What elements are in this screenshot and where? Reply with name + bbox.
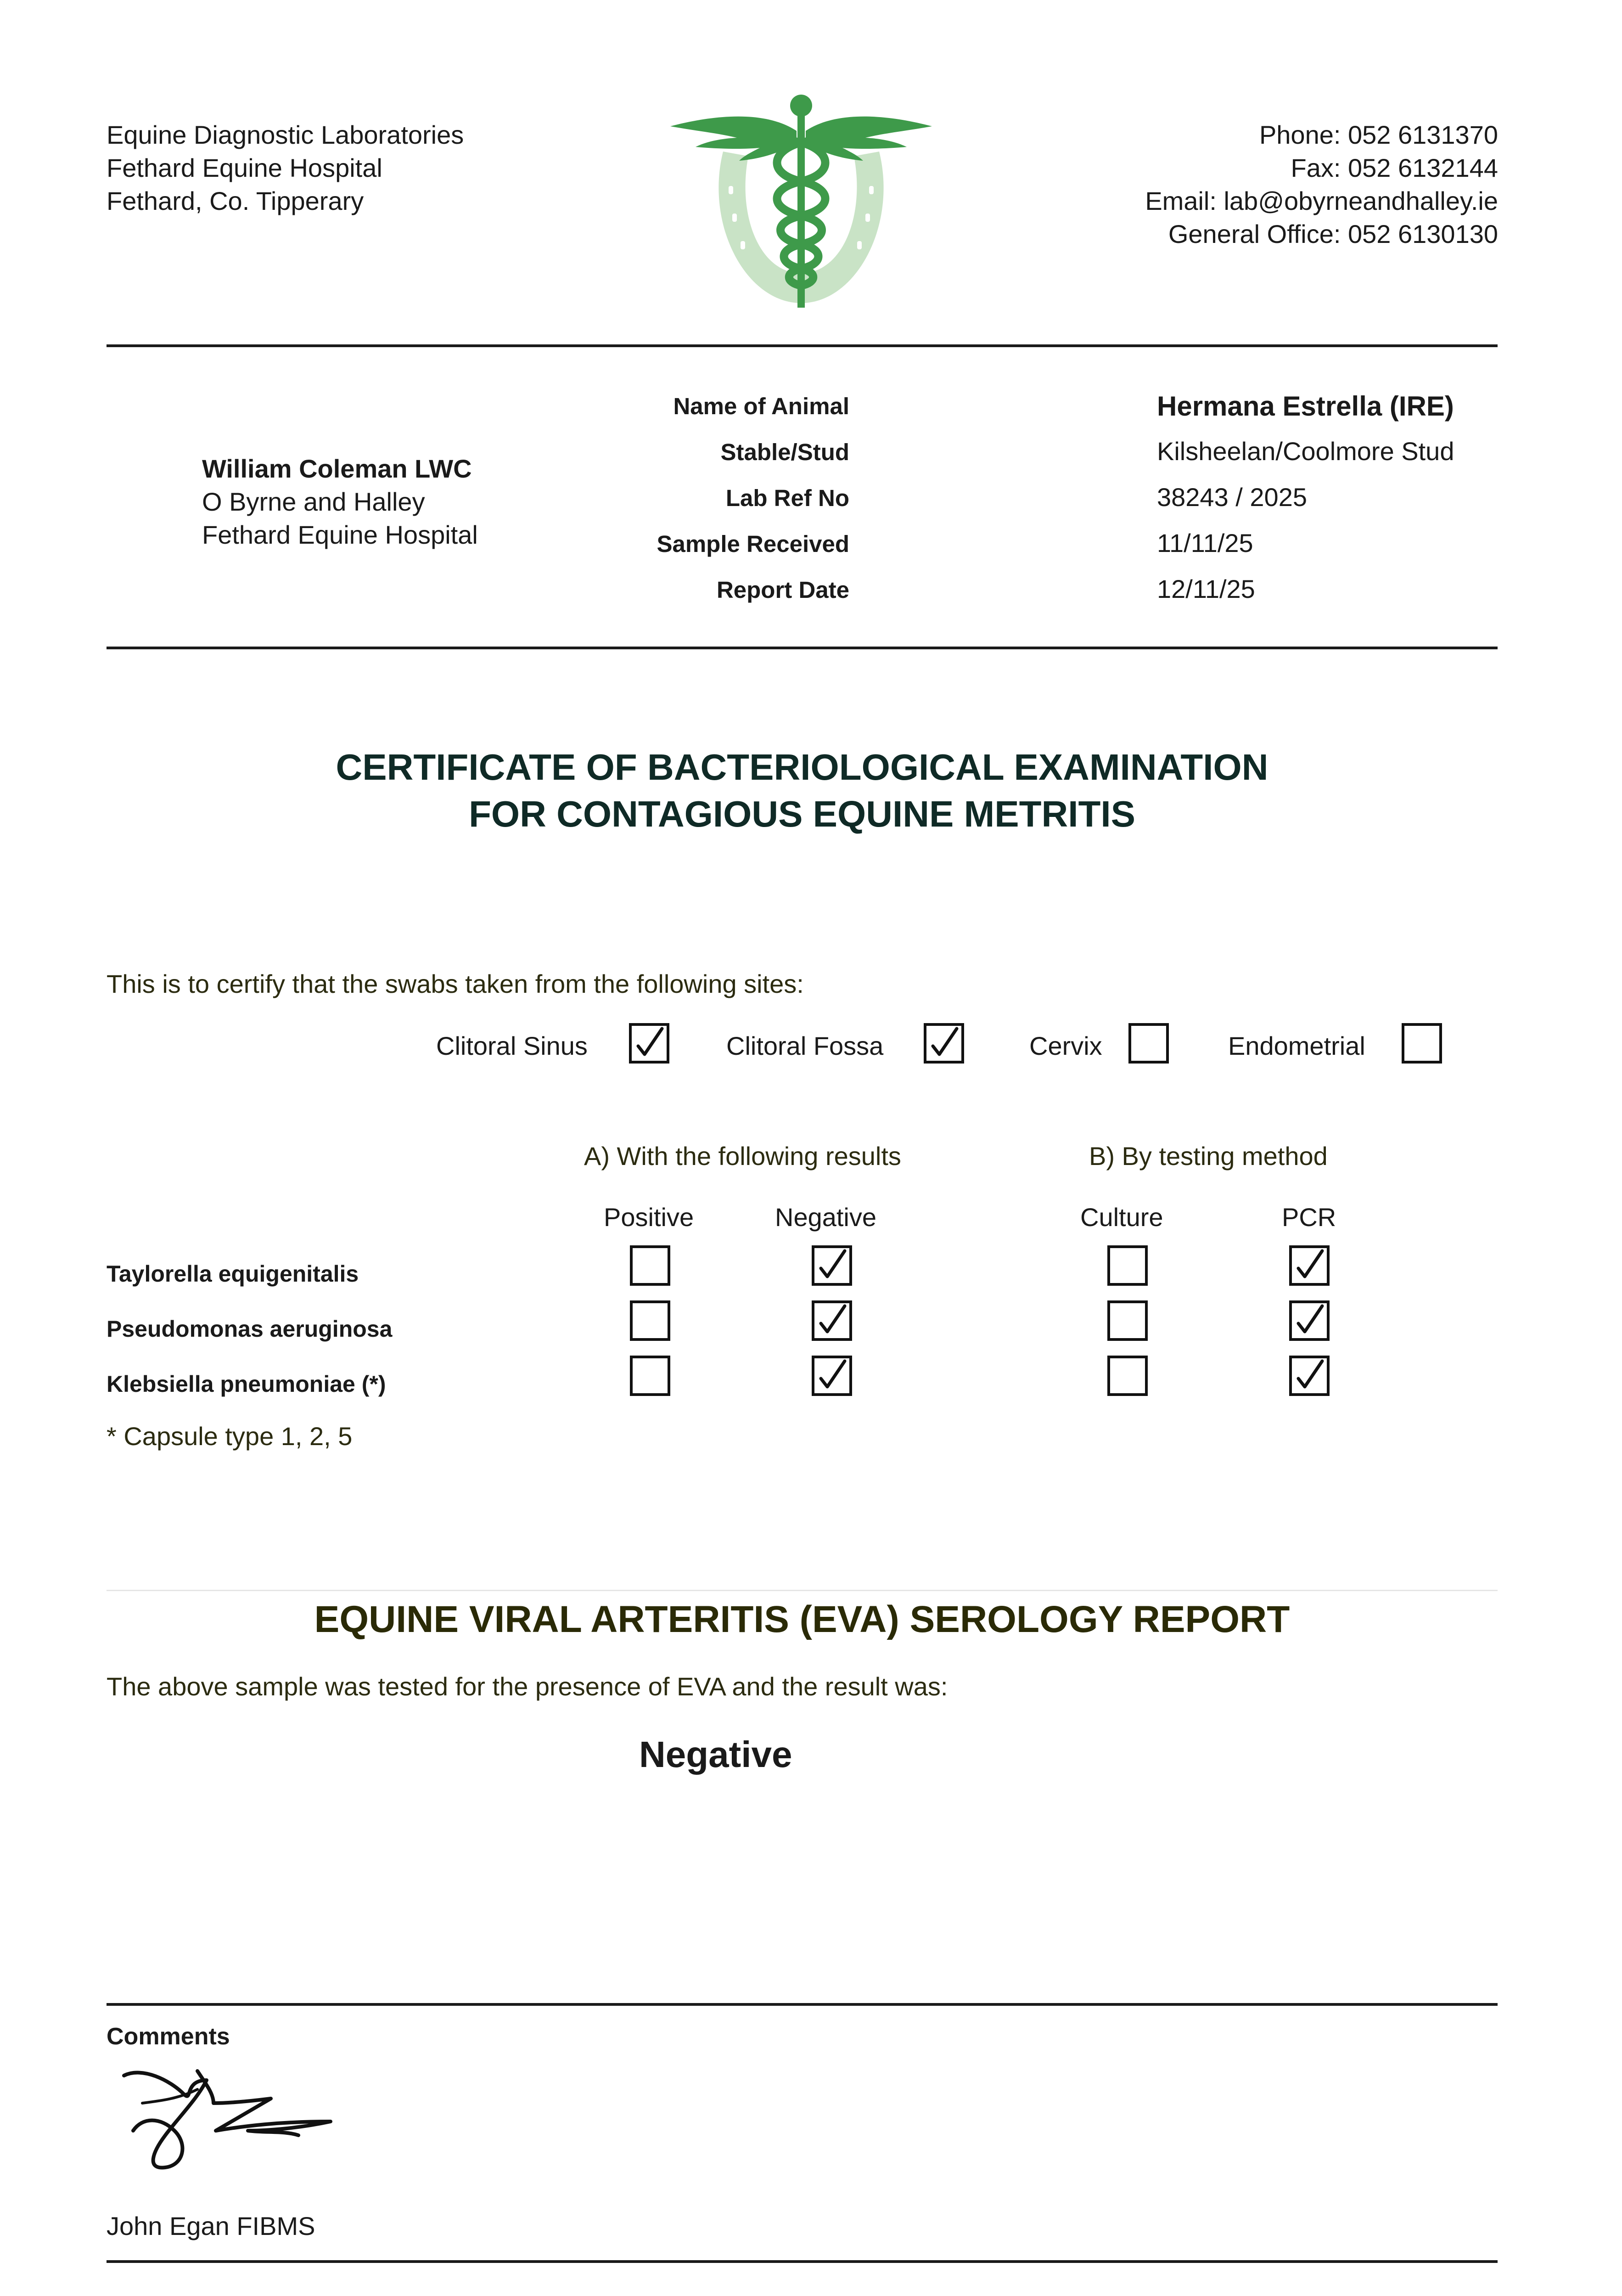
certificate-title: CERTIFICATE OF BACTERIOLOGICAL EXAMINATION	[336, 747, 1268, 788]
recipient-address	[202, 452, 478, 551]
checkbox-taylorella-negative[interactable]	[812, 1245, 852, 1286]
lab-address-line: Fethard Equine Hospital	[107, 153, 382, 182]
capsule-footnote: * Capsule type 1, 2, 5	[107, 1422, 353, 1451]
checkmark-icon	[634, 1026, 667, 1064]
signer-name: John Egan FIBMS	[107, 2212, 315, 2240]
checkbox-klebsiella-culture[interactable]	[1107, 1356, 1148, 1396]
contact-info	[1145, 118, 1498, 251]
recipient-line: O Byrne and Halley	[202, 487, 425, 516]
animal-name-value: Hermana Estrella (IRE)	[1157, 391, 1454, 422]
checkbox-pseudomonas-positive[interactable]	[630, 1300, 670, 1341]
divider	[107, 344, 1498, 347]
checkbox-taylorella-positive[interactable]	[630, 1245, 670, 1286]
divider	[107, 2003, 1498, 2006]
column-culture: Culture	[1080, 1203, 1163, 1232]
lab-address-line: Equine Diagnostic Laboratories	[107, 120, 464, 149]
animal-info-value: 11/11/25	[1157, 529, 1253, 557]
caduceus-horseshoe-logo	[668, 87, 934, 317]
checkmark-icon	[929, 1026, 961, 1064]
results-section-b: B) By testing method	[1089, 1142, 1328, 1171]
divider	[107, 1590, 1498, 1591]
checkbox-klebsiella-positive[interactable]	[630, 1356, 670, 1396]
checkmark-icon	[817, 1303, 849, 1341]
column-negative: Negative	[775, 1203, 877, 1232]
certify-statement: This is to certify that the swabs taken from the following sites:	[107, 969, 804, 998]
animal-info-value: 38243 / 2025	[1157, 483, 1307, 512]
animal-info-label: Name of Animal	[673, 393, 849, 419]
organism-pseudomonas: Pseudomonas aeruginosa	[107, 1316, 393, 1342]
checkbox-taylorella-culture[interactable]	[1107, 1245, 1148, 1286]
checkbox-pseudomonas-pcr[interactable]	[1289, 1300, 1330, 1341]
column-pcr: PCR	[1282, 1203, 1336, 1232]
checkmark-icon	[1295, 1358, 1327, 1396]
checkbox-klebsiella-negative[interactable]	[812, 1356, 852, 1396]
checkbox-pseudomonas-negative[interactable]	[812, 1300, 852, 1341]
checkbox-klebsiella-pcr[interactable]	[1289, 1356, 1330, 1396]
eva-title: EQUINE VIRAL ARTERITIS (EVA) SEROLOGY REPORT	[314, 1598, 1290, 1640]
divider	[107, 2260, 1498, 2263]
site-checkbox-endometrial[interactable]	[1402, 1023, 1442, 1064]
animal-info-label: Sample Received	[657, 531, 849, 557]
lab-address	[107, 118, 464, 218]
animal-info-label: Lab Ref No	[725, 485, 849, 511]
site-label-clitoral-fossa: Clitoral Fossa	[726, 1031, 884, 1060]
column-positive: Positive	[604, 1203, 694, 1232]
animal-info-value: 12/11/25	[1157, 574, 1255, 603]
eva-statement: The above sample was tested for the presence of EVA and the result was:	[107, 1672, 948, 1701]
contact-fax: Fax: 052 6132144	[1291, 153, 1498, 182]
site-checkbox-cervix[interactable]	[1128, 1023, 1169, 1064]
checkbox-taylorella-pcr[interactable]	[1289, 1245, 1330, 1286]
checkmark-icon	[1295, 1303, 1327, 1341]
divider	[107, 647, 1498, 649]
animal-info-value: Kilsheelan/Coolmore Stud	[1157, 437, 1454, 466]
recipient-name: William Coleman LWC	[202, 454, 472, 483]
lab-address-line: Fethard, Co. Tipperary	[107, 186, 364, 215]
site-checkbox-clitoral-sinus[interactable]	[629, 1023, 669, 1064]
contact-email: Email: lab@obyrneandhalley.ie	[1145, 186, 1498, 215]
checkmark-icon	[1295, 1248, 1327, 1286]
organism-taylorella: Taylorella equigenitalis	[107, 1261, 359, 1287]
organism-klebsiella: Klebsiella pneumoniae (*)	[107, 1371, 386, 1397]
recipient-line: Fethard Equine Hospital	[202, 520, 478, 549]
comments-label: Comments	[107, 2023, 230, 2050]
site-label-endometrial: Endometrial	[1228, 1031, 1365, 1060]
animal-info-label: Stable/Stud	[720, 439, 849, 465]
contact-phone: Phone: 052 6131370	[1259, 120, 1498, 149]
checkmark-icon	[817, 1248, 849, 1286]
site-label-cervix: Cervix	[1029, 1031, 1102, 1060]
signature-image	[115, 2062, 340, 2172]
animal-info-label: Report Date	[716, 577, 849, 603]
certificate-subtitle: FOR CONTAGIOUS EQUINE METRITIS	[469, 793, 1135, 834]
results-section-a: A) With the following results	[584, 1142, 901, 1171]
site-checkbox-clitoral-fossa[interactable]	[924, 1023, 964, 1064]
checkmark-icon	[817, 1358, 849, 1396]
contact-general-office: General Office: 052 6130130	[1168, 219, 1498, 248]
eva-result: Negative	[639, 1734, 792, 1775]
site-label-clitoral-sinus: Clitoral Sinus	[436, 1031, 588, 1060]
checkbox-pseudomonas-culture[interactable]	[1107, 1300, 1148, 1341]
